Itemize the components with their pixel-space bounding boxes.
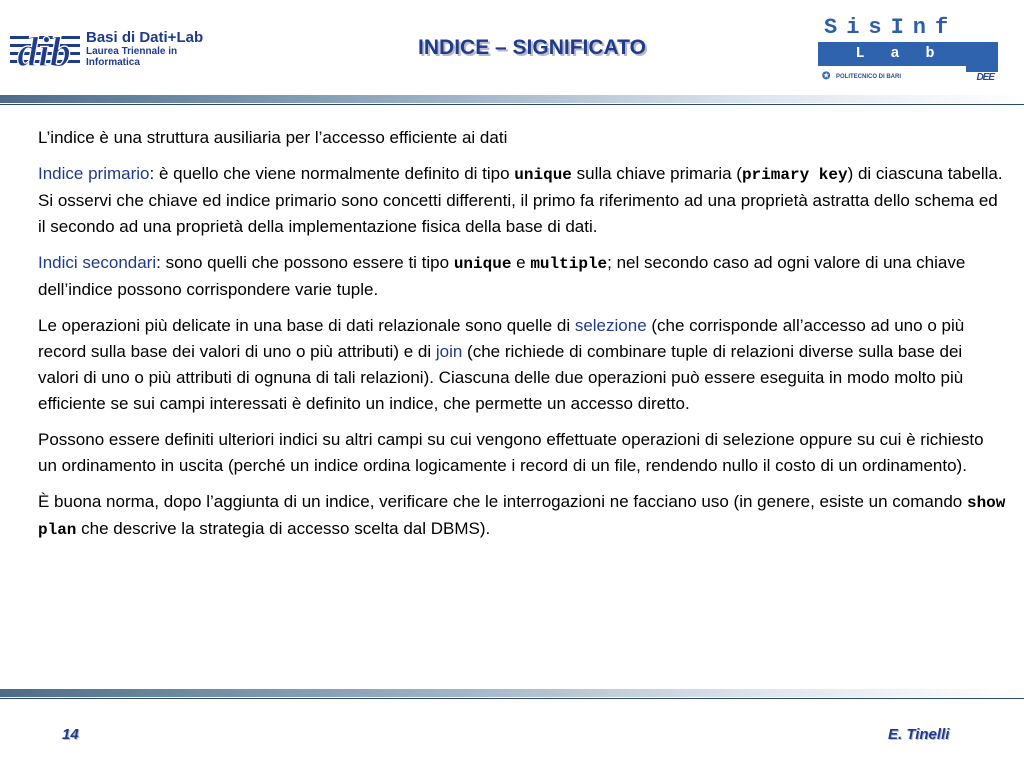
politecnico-label: POLITECNICO DI BARI bbox=[836, 74, 902, 80]
text-segment: ) di ciascuna tabella. Si osservi che chiave ed indice primario sono concetti differenti, il primo fa riferimento ad una proprietà astratta dello schema ed il secondo ad una proprietà della implementazione fisica della base di dati. bbox=[38, 164, 1003, 236]
lab-logo-text: Lab bbox=[855, 45, 961, 62]
paragraph-operations bbox=[38, 313, 1006, 417]
course-subtitle-1: Laurea Triennale in bbox=[86, 46, 178, 57]
slide-title: INDICE – SIGNIFICATO bbox=[418, 36, 646, 59]
course-subtitle-2: Informatica bbox=[86, 57, 140, 68]
text-segment: Le operazioni più delicate in una base di dati relazionale sono quelle di bbox=[38, 316, 575, 335]
paragraph-1-text: L’indice è una struttura ausiliaria per l’accesso efficiente ai dati bbox=[38, 128, 508, 147]
text-segment: che descrive la strategia di accesso scelta dal DBMS). bbox=[76, 519, 491, 538]
text-segment: ; nel secondo caso ad ogni valore di una chiave dell’indice possono corrispondere varie tuple. bbox=[38, 253, 966, 299]
sisinf-footer bbox=[818, 72, 998, 86]
bottom-divider bbox=[0, 689, 1024, 697]
dee-logo: DEE bbox=[976, 72, 994, 83]
paragraph-good-practice bbox=[38, 489, 1006, 543]
sisinf-lab-logo bbox=[818, 14, 998, 84]
lab-logo-bar bbox=[818, 42, 998, 66]
code-multiple: multiple bbox=[530, 255, 608, 273]
paragraph-1 bbox=[38, 125, 1006, 151]
author-name: E. Tinelli bbox=[888, 726, 950, 743]
code-unique: unique bbox=[453, 255, 512, 273]
svg-text:dib: dib bbox=[17, 30, 71, 72]
text-segment: : è quello che viene normalmente definito di tipo bbox=[149, 164, 515, 183]
paragraph-further-indexes bbox=[38, 427, 1006, 479]
sisinf-logo-text: SisInf bbox=[824, 15, 958, 40]
term-join: join bbox=[435, 342, 463, 361]
text-segment: (che corrisponde all’accesso ad uno o più record sulla base dei valori di uno o più attributi) e di bbox=[38, 316, 965, 361]
slide-body bbox=[38, 125, 1006, 553]
top-divider bbox=[0, 95, 1024, 103]
text-segment: sulla chiave primaria ( bbox=[571, 164, 742, 183]
text-segment: : sono quelli che possono essere ti tipo bbox=[156, 253, 454, 272]
term-primary-index: Indice primario bbox=[38, 164, 150, 183]
code-unique: unique bbox=[514, 166, 572, 184]
term-secondary-index: Indici secondari bbox=[38, 253, 157, 272]
paragraph-secondary-index bbox=[38, 250, 1006, 303]
text-segment: È buona norma, dopo l’aggiunta di un indice, verificare che le interrogazioni ne facciano uso (in genere, esiste un comando bbox=[38, 492, 967, 511]
paragraph-primary-index bbox=[38, 161, 1006, 240]
term-selezione: selezione bbox=[574, 316, 647, 335]
slide-header bbox=[0, 0, 1024, 100]
gear-icon: ✪ bbox=[822, 71, 831, 82]
course-title: Basi di Dati+Lab bbox=[86, 29, 204, 46]
code-show-plan: show plan bbox=[38, 494, 1006, 539]
paragraph-5-text: Possono essere definiti ulteriori indici su altri campi su cui vengono effettuate operazioni di selezione oppure su cui è richiesto un ordinamento in uscita (perché un indice ordina logicamente i record di un file, rendendo nullo il costo di un ordinamento). bbox=[38, 430, 984, 475]
text-segment: e bbox=[511, 253, 531, 272]
page-number: 14 bbox=[62, 726, 79, 743]
text-segment: (che richiede di combinare tuple di relazioni diverse sulla base dei valori di uno o più attributi di ognuna di tali relazioni). Ciascuna delle due operazioni può essere eseguita in modo molto più efficiente se sui campi interessati è definito un indice, che permette un accesso diretto. bbox=[38, 342, 964, 413]
code-primary-key: primary key bbox=[741, 166, 848, 184]
